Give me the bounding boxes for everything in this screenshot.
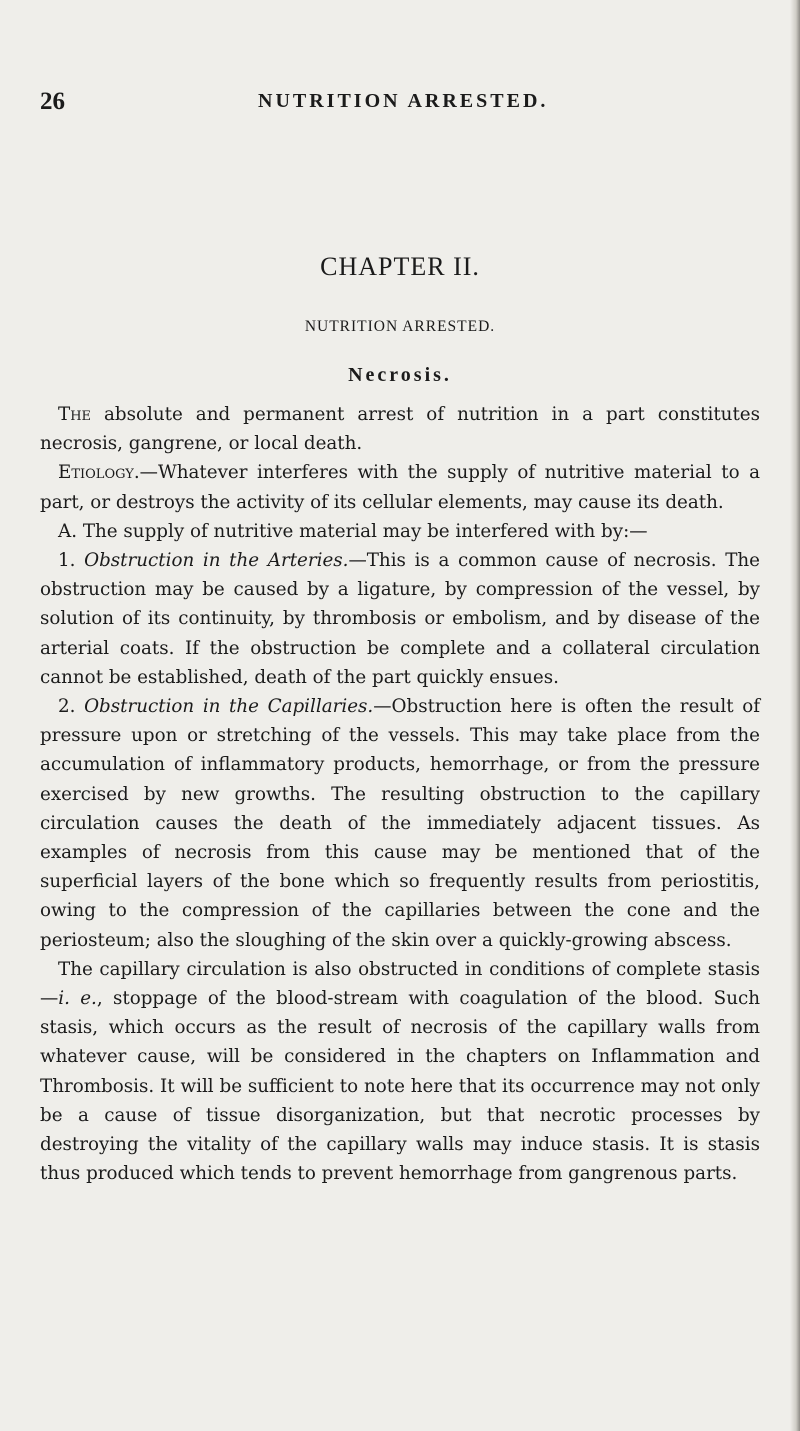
section-title: Necrosis. (348, 364, 452, 386)
paragraph-etiology (40, 458, 760, 516)
paragraph-text: absolute and permanent arrest of nutrition in a part constitutes necrosis, gangrene, or local death. (40, 404, 760, 455)
paragraph-text: —Whatever interferes with the supply of nutritive material to a part, or destroys the activity of its cellular elements, may cause its death. (40, 462, 760, 513)
chapter-title: CHAPTER II. (320, 252, 480, 281)
paragraph-heading: Obstruction in the Capillaries. (84, 696, 374, 718)
chapter-subtitle: NUTRITION ARRESTED. (304, 318, 496, 335)
paragraph-arteries (40, 546, 760, 692)
paragraph-capillaries (40, 692, 760, 955)
paragraph-text: —Obstruction here is often the result of pressure upon or stretching of the vessels. This may take place from the accumulation of inflammatory products, hemorrhage, or from the pressure exercised by new growths. The resulting obstruction to the capillary circulation causes the death of the immediately adjacent tissues. As examples of necrosis from this cause may be mentioned that of the superficial layers of the bone which so frequently results from periostitis, owing to the compression of the capillaries between the cone and the periosteum; also the sloughing of the skin over a quickly-growing abscess. (40, 696, 760, 951)
paragraph-stasis (40, 955, 760, 1189)
paragraph-heading: Obstruction in the Arteries. (84, 550, 349, 572)
paragraph-text: , stoppage of the blood-stream with coagulation of the blood. Such stasis, which occurs as the result of necrosis of the capillary walls from whatever cause, will be considered in the chapters on Inflammation and Thrombosis. It will be sufficient to note here that its occurrence may not only be a cause of tissue disorganization, but that necrotic processes by destroying the vitality of the capillary walls may induce stasis. It is stasis thus produced which tends to prevent hemorrhage from gangrenous parts. (40, 988, 760, 1185)
paragraph-text: The capillary circulation is also obstructed in conditions of complete stasis— (40, 958, 760, 1010)
paragraph-text: A. The supply of nutritive material may be interfered with by:— (58, 520, 648, 542)
running-head (40, 88, 760, 118)
paragraph-intro (40, 400, 760, 458)
paragraph-text: —This is a common cause of necrosis. The obstruction may be caused by a ligature, by compression of the vessel, by solution of its continuity, by thrombosis or embolism, and by disease of the arterial coats. If the obstruction be complete and a collateral circulation cannot be established, death of the part quickly ensues. (40, 550, 760, 688)
paragraph-number: 1. (58, 550, 85, 572)
paragraph-abbrev: i. e. (58, 988, 97, 1010)
body-text (40, 400, 760, 1188)
page-edge (790, 0, 800, 1431)
paragraph-supply (40, 517, 760, 546)
paragraph-number: 2. (58, 696, 85, 718)
paragraph-lead: Etiology. (58, 462, 140, 484)
page-number: 26 (40, 88, 65, 115)
paragraph-lead: The (58, 404, 92, 425)
running-head-title: NUTRITION ARRESTED. (258, 90, 549, 112)
